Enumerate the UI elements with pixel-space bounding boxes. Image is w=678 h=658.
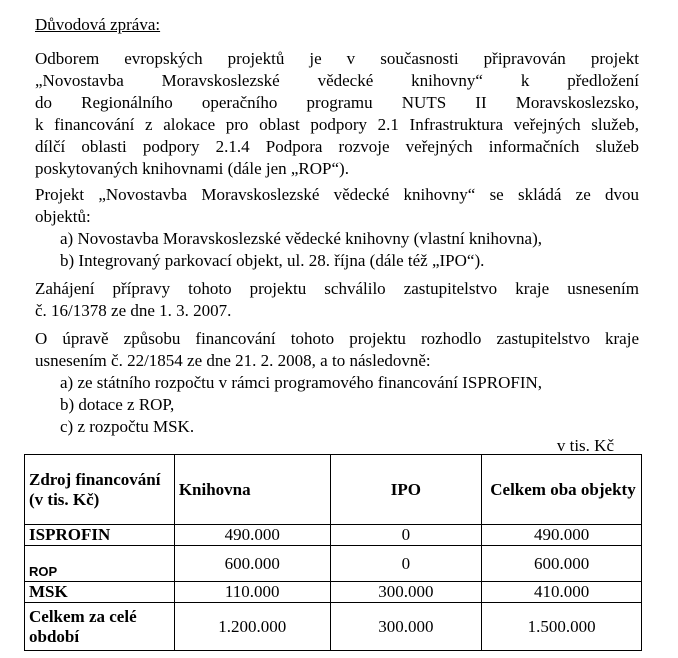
table-row — [25, 603, 642, 651]
row-label: MSK — [25, 582, 175, 603]
row-label: ROP — [25, 546, 175, 582]
unit-label: v tis. Kč — [556, 436, 614, 455]
paragraph-3-line: č. 16/1378 ze dne 1. 3. 2007. — [35, 301, 232, 320]
table-cell: 490.000 — [482, 525, 642, 546]
paragraph-2-line: objektů: — [35, 207, 91, 226]
row-label: Celkem za celé období — [25, 603, 175, 651]
financing-table — [24, 454, 642, 651]
column-header: IPO — [330, 455, 482, 525]
paragraph-1-line: k financování z alokace pro oblast podpory 2.1 Infrastruktura veřejných služeb, — [35, 115, 639, 134]
list-item: b) dotace z ROP, — [60, 395, 175, 414]
list-item: a) ze státního rozpočtu v rámci programového financování ISPROFIN, — [60, 373, 543, 392]
table-row — [25, 525, 642, 546]
table-cell: 110.000 — [174, 582, 330, 603]
table-cell: 600.000 — [174, 546, 330, 582]
paragraph-1-line: dílčí oblasti podpory 2.1.4 Podpora rozvoje veřejných informačních služeb — [35, 137, 639, 156]
column-header: Knihovna — [174, 455, 330, 525]
column-header: Zdroj financování (v tis. Kč) — [25, 455, 175, 525]
list-item: a) Novostavba Moravskoslezské vědecké knihovny (vlastní knihovna), — [60, 229, 543, 248]
list-item: c) z rozpočtu MSK. — [60, 417, 195, 436]
paragraph-1-line: „Novostavba Moravskoslezské vědecké knihovny“ k předložení — [35, 71, 639, 90]
table-header-row — [25, 455, 642, 525]
table-cell: 300.000 — [330, 603, 482, 651]
table-cell: 1.500.000 — [482, 603, 642, 651]
paragraph-1-line: poskytovaných knihovnami (dále jen „ROP“). — [35, 159, 349, 178]
row-label: ISPROFIN — [25, 525, 175, 546]
table-cell: 490.000 — [174, 525, 330, 546]
paragraph-1-line: do Regionálního operačního programu NUTS II Moravskoslezsko, — [35, 93, 639, 112]
table-cell: 410.000 — [482, 582, 642, 603]
table-cell: 0 — [330, 546, 482, 582]
table-row — [25, 546, 642, 582]
heading: Důvodová zpráva: — [35, 15, 161, 34]
paragraph-3-line: Zahájení přípravy tohoto projektu schválilo zastupitelstvo kraje usnesením — [35, 279, 639, 298]
list-item: b) Integrovaný parkovací objekt, ul. 28. října (dále též „IPO“). — [60, 251, 485, 270]
paragraph-4-line: O úpravě způsobu financování tohoto projektu rozhodlo zastupitelstvo kraje — [35, 329, 639, 348]
paragraph-4-line: usnesením č. 22/1854 ze dne 21. 2. 2008, a to následovně: — [35, 351, 431, 370]
table-cell: 300.000 — [330, 582, 482, 603]
paragraph-2-line: Projekt „Novostavba Moravskoslezské vědecké knihovny“ se skládá ze dvou — [35, 185, 639, 204]
table-cell: 600.000 — [482, 546, 642, 582]
table-row — [25, 582, 642, 603]
table-cell: 1.200.000 — [174, 603, 330, 651]
column-header: Celkem oba objekty — [482, 455, 642, 525]
table-cell: 0 — [330, 525, 482, 546]
paragraph-1-line: Odborem evropských projektů je v současnosti připravován projekt — [35, 49, 639, 68]
